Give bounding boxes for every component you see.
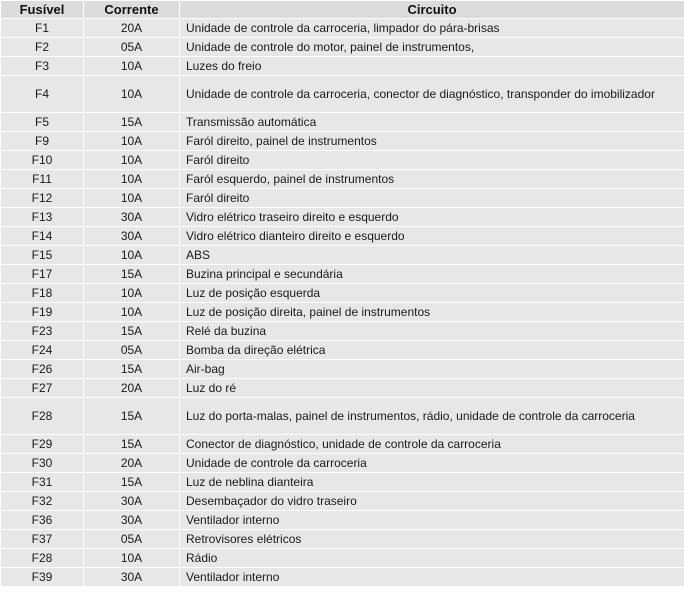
table-row — [1, 151, 684, 170]
current-cell: 15A — [84, 473, 180, 492]
current-cell: 15A — [84, 265, 180, 284]
current-cell: 10A — [84, 132, 180, 151]
current-cell: 15A — [84, 113, 180, 132]
circuit-cell: Faról direito — [180, 151, 684, 170]
circuit-cell: Luz do porta-malas, painel de instrumentos, rádio, unidade de controle da carroceria — [180, 398, 684, 435]
fuse-cell: F18 — [1, 284, 84, 303]
current-cell: 10A — [84, 549, 180, 568]
fuse-cell: F1 — [1, 19, 84, 38]
current-cell: 30A — [84, 568, 180, 587]
table-row — [1, 568, 684, 587]
table-row — [1, 227, 684, 246]
current-cell: 10A — [84, 76, 180, 113]
current-cell: 20A — [84, 379, 180, 398]
circuit-cell: Rádio — [180, 549, 684, 568]
table-row — [1, 113, 684, 132]
fuse-cell: F31 — [1, 473, 84, 492]
table-row — [1, 189, 684, 208]
table-row — [1, 398, 684, 435]
fuse-cell: F11 — [1, 170, 84, 189]
table-row — [1, 246, 684, 265]
fuse-cell: F28 — [1, 398, 84, 435]
current-cell: 15A — [84, 360, 180, 379]
fuse-cell: F28 — [1, 549, 84, 568]
circuit-cell: Luz de posição direita, painel de instrumentos — [180, 303, 684, 322]
table-row — [1, 284, 684, 303]
current-cell: 20A — [84, 454, 180, 473]
current-cell: 30A — [84, 492, 180, 511]
fuse-cell: F30 — [1, 454, 84, 473]
fuse-cell: F36 — [1, 511, 84, 530]
circuit-cell: Transmissão automática — [180, 113, 684, 132]
fuse-cell: F13 — [1, 208, 84, 227]
current-cell: 10A — [84, 151, 180, 170]
circuit-cell: Desembaçador do vidro traseiro — [180, 492, 684, 511]
current-cell: 15A — [84, 435, 180, 454]
current-cell: 30A — [84, 511, 180, 530]
fuse-cell: F4 — [1, 76, 84, 113]
header-row — [1, 1, 684, 19]
table-row — [1, 208, 684, 227]
table-row — [1, 322, 684, 341]
circuit-cell: Vidro elétrico traseiro direito e esquerdo — [180, 208, 684, 227]
fuse-cell: F26 — [1, 360, 84, 379]
fuse-cell: F5 — [1, 113, 84, 132]
circuit-cell: Luz de posição esquerda — [180, 284, 684, 303]
circuit-cell: Unidade de controle da carroceria — [180, 454, 684, 473]
circuit-cell: Retrovisores elétricos — [180, 530, 684, 549]
current-cell: 10A — [84, 303, 180, 322]
current-cell: 30A — [84, 227, 180, 246]
fuse-cell: F10 — [1, 151, 84, 170]
fuse-cell: F37 — [1, 530, 84, 549]
table-body — [1, 19, 684, 587]
table-row — [1, 38, 684, 57]
current-cell: 05A — [84, 38, 180, 57]
fuse-cell: F29 — [1, 435, 84, 454]
current-cell: 10A — [84, 246, 180, 265]
fuse-cell: F3 — [1, 57, 84, 76]
table-row — [1, 473, 684, 492]
circuit-cell: Buzina principal e secundária — [180, 265, 684, 284]
current-cell: 15A — [84, 398, 180, 435]
circuit-cell: Luzes do freio — [180, 57, 684, 76]
circuit-cell: Relé da buzina — [180, 322, 684, 341]
current-cell: 20A — [84, 19, 180, 38]
circuit-cell: Luz de neblina dianteira — [180, 473, 684, 492]
table-row — [1, 76, 684, 113]
current-cell: 30A — [84, 208, 180, 227]
table-row — [1, 549, 684, 568]
circuit-cell: Luz do ré — [180, 379, 684, 398]
current-cell: 15A — [84, 322, 180, 341]
fuse-cell: F2 — [1, 38, 84, 57]
table-row — [1, 511, 684, 530]
table-row — [1, 170, 684, 189]
table-row — [1, 360, 684, 379]
table-row — [1, 303, 684, 322]
header-circuit: Circuito — [180, 1, 684, 19]
fuse-cell: F23 — [1, 322, 84, 341]
current-cell: 10A — [84, 57, 180, 76]
fuse-cell: F19 — [1, 303, 84, 322]
current-cell: 10A — [84, 284, 180, 303]
circuit-cell: Ventilador interno — [180, 511, 684, 530]
fuse-cell: F15 — [1, 246, 84, 265]
circuit-cell: Unidade de controle da carroceria, conector de diagnóstico, transponder do imobilizador — [180, 76, 684, 113]
fuse-cell: F12 — [1, 189, 84, 208]
table-row — [1, 57, 684, 76]
fuse-cell: F9 — [1, 132, 84, 151]
circuit-cell: Air-bag — [180, 360, 684, 379]
table-row — [1, 19, 684, 38]
current-cell: 05A — [84, 341, 180, 360]
circuit-cell: Faról esquerdo, painel de instrumentos — [180, 170, 684, 189]
fuse-cell: F17 — [1, 265, 84, 284]
fuse-cell: F39 — [1, 568, 84, 587]
circuit-cell: ABS — [180, 246, 684, 265]
header-current: Corrente — [84, 1, 180, 19]
fuse-cell: F14 — [1, 227, 84, 246]
fuse-cell: F24 — [1, 341, 84, 360]
circuit-cell: Ventilador interno — [180, 568, 684, 587]
table-row — [1, 454, 684, 473]
circuit-cell: Unidade de controle do motor, painel de instrumentos, — [180, 38, 684, 57]
table-row — [1, 341, 684, 360]
circuit-cell: Faról direito, painel de instrumentos — [180, 132, 684, 151]
current-cell: 10A — [84, 189, 180, 208]
fuse-cell: F32 — [1, 492, 84, 511]
table-row — [1, 265, 684, 284]
circuit-cell: Unidade de controle da carroceria, limpador do pára-brisas — [180, 19, 684, 38]
circuit-cell: Bomba da direção elétrica — [180, 341, 684, 360]
circuit-cell: Conector de diagnóstico, unidade de controle da carroceria — [180, 435, 684, 454]
header-fuse: Fusível — [1, 1, 84, 19]
current-cell: 10A — [84, 170, 180, 189]
fuse-cell: F27 — [1, 379, 84, 398]
table-row — [1, 492, 684, 511]
table-row — [1, 530, 684, 549]
table-row — [1, 435, 684, 454]
circuit-cell: Vidro elétrico dianteiro direito e esquerdo — [180, 227, 684, 246]
current-cell: 05A — [84, 530, 180, 549]
table-row — [1, 379, 684, 398]
table-row — [1, 132, 684, 151]
circuit-cell: Faról direito — [180, 189, 684, 208]
